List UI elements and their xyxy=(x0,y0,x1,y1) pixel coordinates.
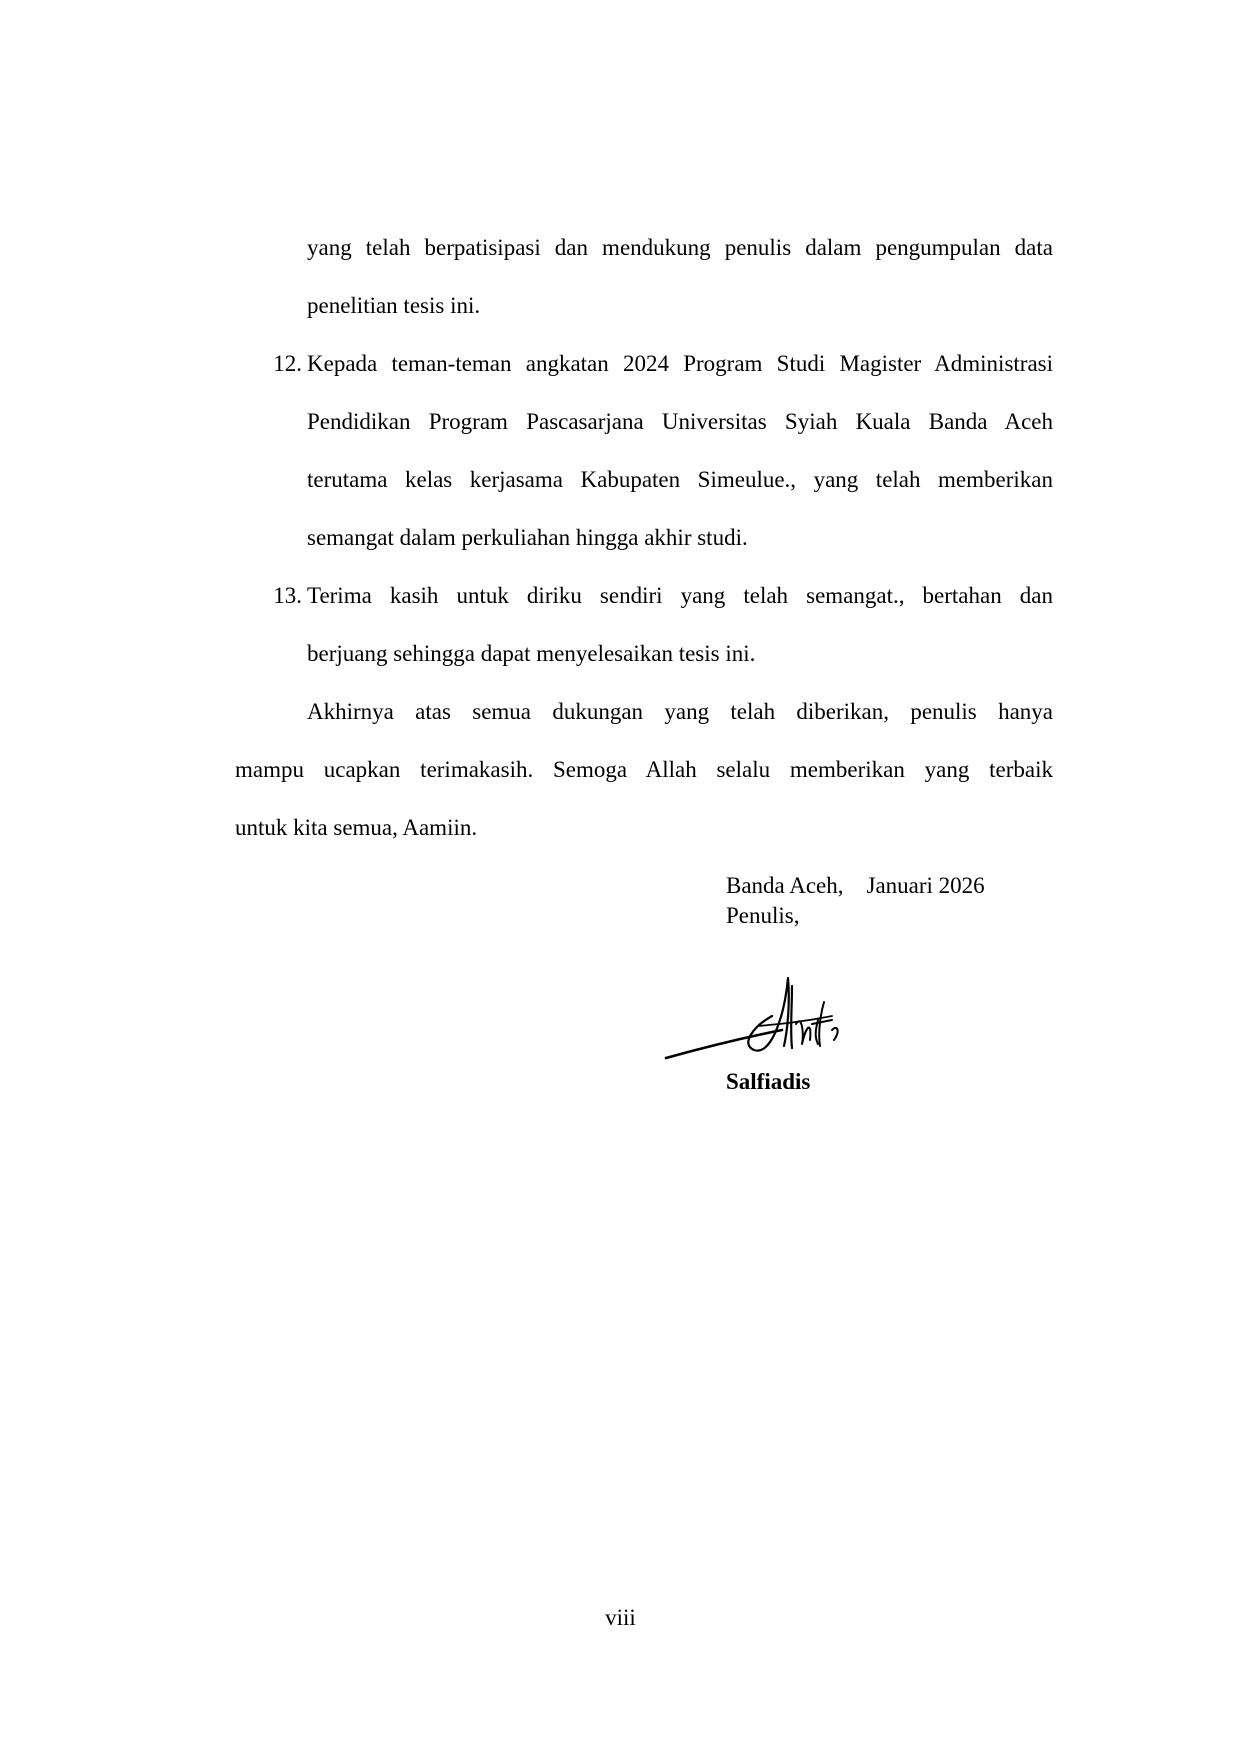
list-item-line: semangat dalam perkuliahan hingga akhir studi. xyxy=(307,525,748,550)
list-item-line: Terima kasih untuk diriku sendiri yang telah semangat., bertahan dan xyxy=(307,583,1053,608)
handwritten-signature-icon xyxy=(662,964,848,1068)
body-line: penelitian tesis ini. xyxy=(307,293,481,318)
list-item-line: Kepada teman-teman angkatan 2024 Program Studi Magister Administrasi xyxy=(307,351,1053,376)
list-item-number: 12. xyxy=(273,351,302,376)
list-item-line: terutama kelas kerjasama Kabupaten Simeulue., yang telah memberikan xyxy=(307,467,1053,492)
signature-place-date: Banda Aceh, Januari 2026 xyxy=(726,873,985,898)
page-number: viii xyxy=(605,1605,636,1630)
list-item-number: 13. xyxy=(273,583,302,608)
list-item-line: berjuang sehingga dapat menyelesaikan tesis ini. xyxy=(307,641,756,666)
body-line: yang telah berpatisipasi dan mendukung penulis dalam pengumpulan data xyxy=(307,235,1053,260)
list-item-line: Pendidikan Program Pascasarjana Universitas Syiah Kuala Banda Aceh xyxy=(307,409,1053,434)
closing-paragraph-line: mampu ucapkan terimakasih. Semoga Allah selalu memberikan yang terbaik xyxy=(235,757,1053,782)
closing-paragraph-line: Akhirnya atas semua dukungan yang telah diberikan, penulis hanya xyxy=(307,699,1053,724)
signature-role: Penulis, xyxy=(726,903,800,928)
author-name: Salfiadis xyxy=(726,1069,811,1094)
closing-paragraph-line: untuk kita semua, Aamiin. xyxy=(235,815,478,840)
